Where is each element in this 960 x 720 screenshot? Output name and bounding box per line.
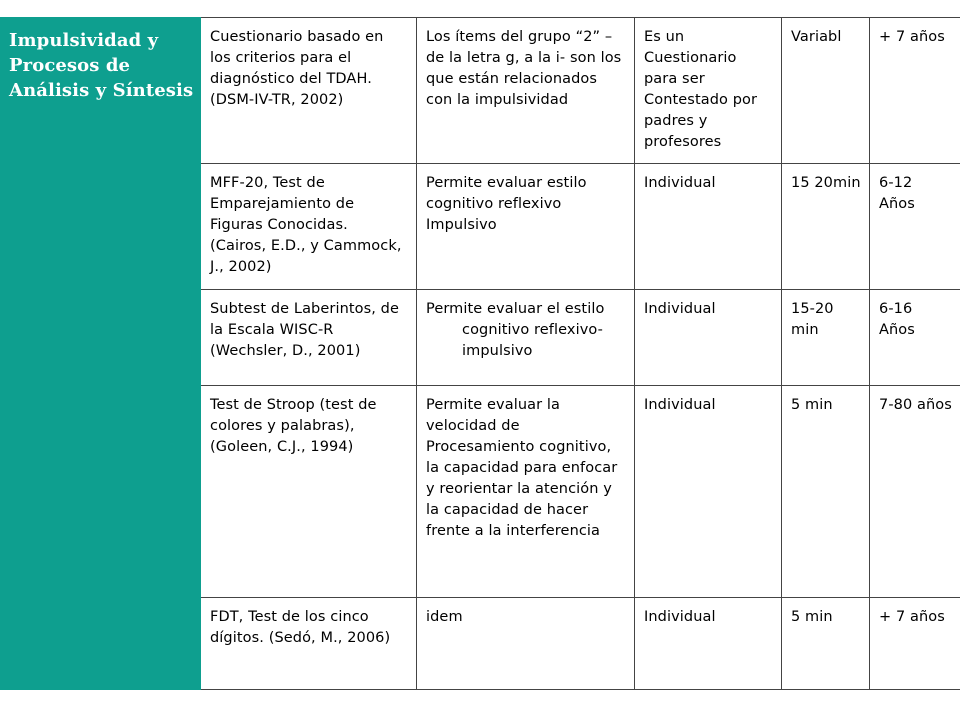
- table-row: [1, 18, 960, 164]
- test-name-cell: Subtest de Laberintos, de la Escala WISC-R (Wechsler, D., 2001): [201, 290, 417, 386]
- duration-cell: 5 min: [782, 598, 870, 690]
- administration-cell: Individual: [635, 164, 782, 290]
- description-cell: [417, 290, 635, 386]
- description-cell: Permite evaluar estilo cognitivo reflexivo Impulsivo: [417, 164, 635, 290]
- test-name-cell: MFF-20, Test de Emparejamiento de Figuras Conocidas. (Cairos, E.D., y Cammock, J., 2002): [201, 164, 417, 290]
- category-cell: [1, 18, 201, 690]
- age-cell: 7-80 años: [870, 386, 960, 598]
- age-cell: 6-16 Años: [870, 290, 960, 386]
- administration-cell: Individual: [635, 386, 782, 598]
- duration-cell: 5 min: [782, 386, 870, 598]
- tests-table: [0, 17, 960, 690]
- administration-cell: Individual: [635, 290, 782, 386]
- administration-cell: Individual: [635, 598, 782, 690]
- description-cell: Permite evaluar la velocidad de Procesamiento cognitivo, la capacidad para enfocar y reorientar la atención y la capacidad de hacer frente a la interferencia: [417, 386, 635, 598]
- description-cell: idem: [417, 598, 635, 690]
- duration-cell: Variabl: [782, 18, 870, 164]
- category-label: Impulsividad y Procesos de Análisis y Síntesis: [9, 30, 194, 101]
- duration-cell: 15-20 min: [782, 290, 870, 386]
- description-text: Permite evaluar el estilo cognitivo reflexivo-impulsivo: [426, 301, 605, 359]
- description-cell: Los ítems del grupo “2” –de la letra g, a la i- son los que están relacionados con la impulsividad: [417, 18, 635, 164]
- administration-cell: Es un Cuestionario para ser Contestado por padres y profesores: [635, 18, 782, 164]
- age-cell: 6-12 Años: [870, 164, 960, 290]
- test-name-cell: Test de Stroop (test de colores y palabras), (Goleen, C.J., 1994): [201, 386, 417, 598]
- duration-cell: 15 20min: [782, 164, 870, 290]
- test-name-cell: Cuestionario basado en los criterios para el diagnóstico del TDAH. (DSM-IV-TR, 2002): [201, 18, 417, 164]
- test-name-cell: FDT, Test de los cinco dígitos. (Sedó, M., 2006): [201, 598, 417, 690]
- age-cell: + 7 años: [870, 598, 960, 690]
- age-cell: + 7 años: [870, 18, 960, 164]
